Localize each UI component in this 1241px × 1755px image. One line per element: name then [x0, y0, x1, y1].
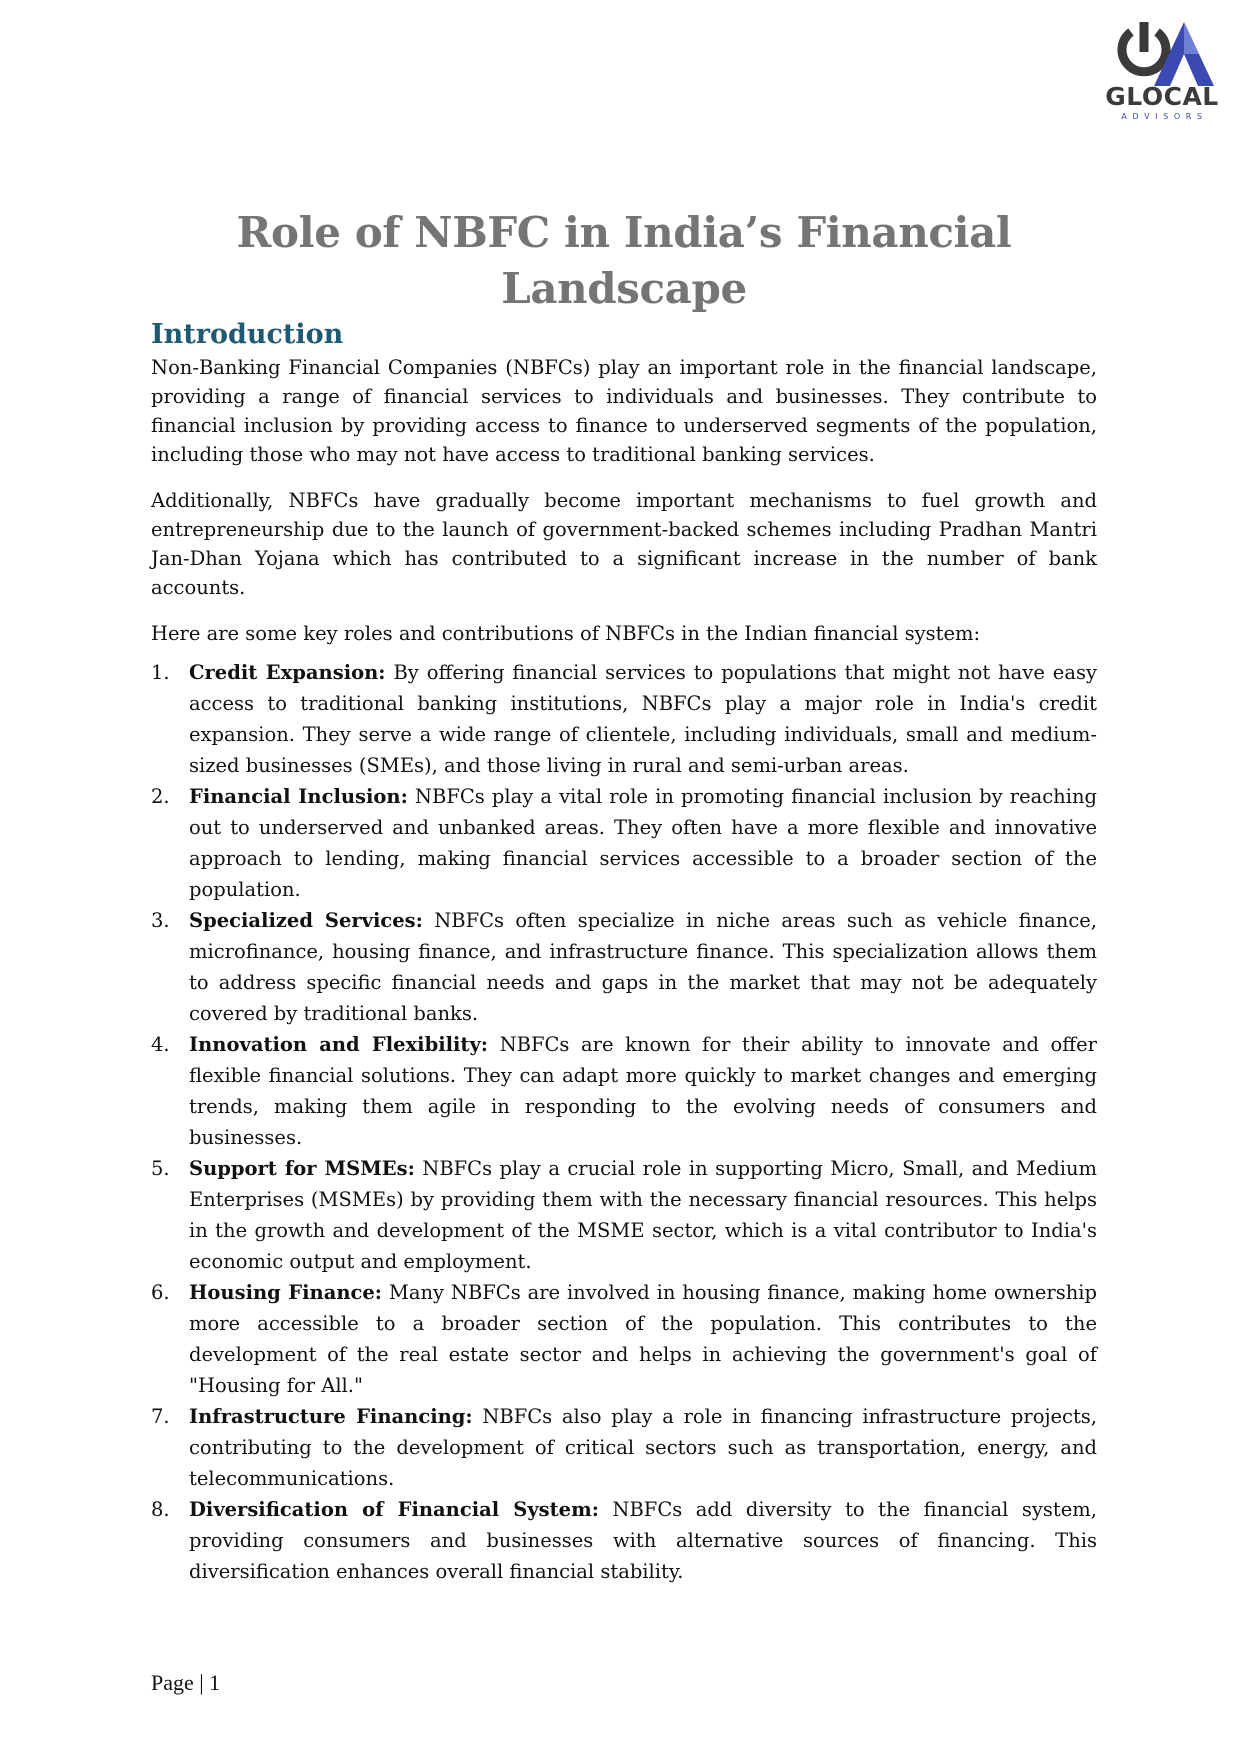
intro-paragraph-1: Non-Banking Financial Companies (NBFCs) play an important role in the financial landscape, providing a range of financial services to individuals and businesses. They contribute to financial inclusion by providing access to finance to underserved segments of the population, including those who may not have access to traditional banking services.	[151, 356, 1097, 466]
list-item-number: 3.	[151, 909, 170, 932]
company-logo	[1104, 20, 1220, 124]
list-item-term: Support for MSMEs:	[189, 1157, 415, 1180]
list-item-term: Infrastructure Financing:	[189, 1405, 473, 1428]
list-item	[151, 905, 1097, 1029]
list-item-number: 4.	[151, 1033, 170, 1056]
list-item-number: 5.	[151, 1157, 170, 1180]
list-item-number: 6.	[151, 1281, 170, 1304]
list-item-term: Housing Finance:	[189, 1281, 382, 1304]
list-item-number: 8.	[151, 1498, 170, 1521]
section-heading-introduction: Introduction	[151, 319, 344, 350]
list-item-number: 7.	[151, 1405, 170, 1428]
power-triangle-logo-icon	[1104, 20, 1220, 90]
list-item	[151, 1029, 1097, 1153]
document-body	[151, 205, 1097, 1587]
intro-paragraph-2: Additionally, NBFCs have gradually become important mechanisms to fuel growth and entrepreneurship due to the launch of government-backed schemes including Pradhan Mantri Jan-Dhan Yojana which has contributed to a significant increase in the number of bank accounts.	[151, 489, 1097, 599]
list-item-text: NBFCs are known for their ability to innovate and offer flexible financial solutions. They can adapt more quickly to market changes and emerging trends, making them agile in responding to the evolving needs of consumers and businesses.	[189, 1033, 1097, 1149]
list-item	[151, 1401, 1097, 1494]
logo-subtitle: ADVISORS	[1121, 112, 1208, 121]
list-item-text: By offering financial services to populations that might not have easy access to traditional banking institutions, NBFCs play a major role in India's credit expansion. They serve a wide range of clientele, including individuals, small and medium-sized businesses (SMEs), and those living in rural and semi-urban areas.	[189, 661, 1097, 777]
list-item	[151, 657, 1097, 781]
list-item-text: Many NBFCs are involved in housing finance, making home ownership more accessible to a broader section of the population. This contributes to the development of the real estate sector and helps in achieving the government's goal of "Housing for All."	[189, 1281, 1097, 1397]
list-item	[151, 1153, 1097, 1277]
list-item	[151, 1494, 1097, 1587]
list-item	[151, 1277, 1097, 1401]
document-title: Role of NBFC in India’s Financial Landscape	[236, 208, 1012, 313]
list-item-term: Diversification of Financial System:	[189, 1498, 599, 1521]
list-item-term: Specialized Services:	[189, 909, 423, 932]
roles-list	[151, 657, 1097, 1587]
list-item-text: NBFCs play a vital role in promoting financial inclusion by reaching out to underserved and unbanked areas. They often have a more flexible and innovative approach to lending, making financial services accessible to a broader section of the population.	[189, 785, 1097, 901]
list-item-number: 1.	[151, 661, 170, 684]
logo-name: GLOCAL	[1105, 82, 1219, 111]
list-item-text: NBFCs often specialize in niche areas such as vehicle finance, microfinance, housing finance, and infrastructure finance. This specialization allows them to address specific financial needs and gaps in the market that may not be adequately covered by traditional banks.	[189, 909, 1097, 1025]
list-item-text: NBFCs also play a role in financing infrastructure projects, contributing to the development of critical sectors such as transportation, energy, and telecommunications.	[189, 1405, 1097, 1490]
list-item	[151, 781, 1097, 905]
list-item-term: Credit Expansion:	[189, 661, 386, 684]
list-item-text: NBFCs add diversity to the financial system, providing consumers and businesses with alternative sources of financing. This diversification enhances overall financial stability.	[189, 1498, 1097, 1583]
page-number: Page | 1	[151, 1670, 221, 1695]
list-item-number: 2.	[151, 785, 170, 808]
list-item-term: Innovation and Flexibility:	[189, 1033, 488, 1056]
intro-paragraph-3: Here are some key roles and contributions of NBFCs in the Indian financial system:	[151, 622, 981, 645]
list-item-text: NBFCs play a crucial role in supporting Micro, Small, and Medium Enterprises (MSMEs) by providing them with the necessary financial resources. This helps in the growth and development of the MSME sector, which is a vital contributor to India's economic output and employment.	[189, 1157, 1098, 1273]
list-item-term: Financial Inclusion:	[189, 785, 408, 808]
